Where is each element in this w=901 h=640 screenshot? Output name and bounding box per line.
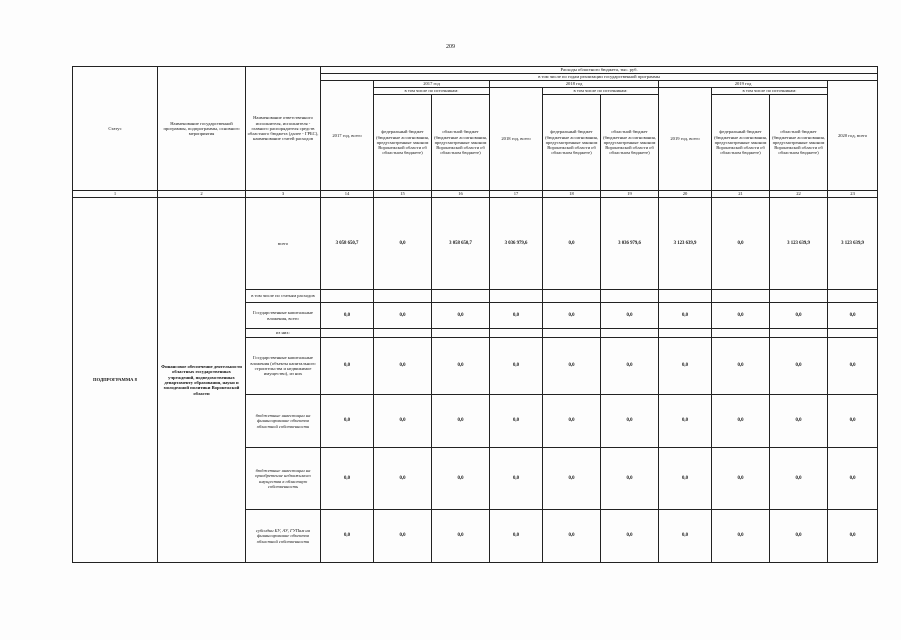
value-cell: 0,0 [543, 448, 601, 510]
value-cell: 0,0 [374, 198, 432, 290]
value-cell: 3 036 979,6 [601, 198, 659, 290]
value-cell: 0,0 [659, 448, 712, 510]
value-cell: 0,0 [601, 395, 659, 448]
row-label: из них: [246, 329, 321, 338]
value-cell: 3 123 639,9 [659, 198, 712, 290]
value-cell: 0,0 [712, 510, 770, 563]
value-cell: 0,0 [321, 303, 374, 329]
value-cell [712, 329, 770, 338]
value-cell: 0,0 [543, 395, 601, 448]
value-cell: 0,0 [321, 448, 374, 510]
header-year-2019: 2019 год [659, 81, 828, 88]
value-cell [712, 290, 770, 303]
header-federal-2018: федеральный бюджет (бюджетные ассигнования, предусмотренные законом Воронежской области об областном бюджете) [543, 95, 601, 191]
header-year-2018: 2018 год [490, 81, 659, 88]
value-cell: 0,0 [374, 448, 432, 510]
value-cell: 0,0 [770, 448, 828, 510]
value-cell: 0,0 [490, 303, 543, 329]
value-cell: 0,0 [490, 510, 543, 563]
value-cell: 0,0 [374, 303, 432, 329]
value-cell: 0,0 [321, 338, 374, 395]
column-number: 19 [601, 191, 659, 198]
header-program-name: Наименование государственной программы, подпрограммы, основного мероприятия [158, 67, 246, 191]
value-cell [601, 329, 659, 338]
value-cell: 0,0 [321, 395, 374, 448]
header-sources-2017: в том числе по источникам: [374, 88, 490, 95]
table-row [73, 198, 878, 290]
header-regional-2019: областной бюджет (бюджетные ассигнования, предусмотренные законом Воронежской области об областном бюджете) [770, 95, 828, 191]
row-label: в том числе по статьям расходов [246, 290, 321, 303]
value-cell [828, 329, 878, 338]
value-cell [321, 290, 374, 303]
header-by-years: в том числе по годам реализации государственной программы [321, 74, 878, 81]
subprogram-name: Финансовое обеспечение деятельности областных государственных учреждений, подведомственных департаменту образования, науки и молодежной политики Воронежской области [158, 198, 246, 563]
header-executor: Наименование ответственного исполнителя, исполнителя - главного распорядителя средств областного бюджета (далее - ГРБС), наименование статей расходов [246, 67, 321, 191]
value-cell: 0,0 [659, 395, 712, 448]
column-number: 17 [490, 191, 543, 198]
value-cell [374, 329, 432, 338]
value-cell: 0,0 [374, 395, 432, 448]
column-number: 22 [770, 191, 828, 198]
value-cell: 0,0 [828, 448, 878, 510]
value-cell: 0,0 [712, 448, 770, 510]
value-cell: 0,0 [828, 303, 878, 329]
value-cell: 0,0 [770, 510, 828, 563]
value-cell: 0,0 [659, 338, 712, 395]
value-cell: 0,0 [828, 395, 878, 448]
value-cell [321, 329, 374, 338]
column-number: 14 [321, 191, 374, 198]
value-cell: 0,0 [543, 303, 601, 329]
value-cell: 0,0 [543, 338, 601, 395]
value-cell [659, 329, 712, 338]
value-cell: 0,0 [432, 338, 490, 395]
value-cell: 0,0 [432, 448, 490, 510]
column-number: 23 [828, 191, 878, 198]
row-label: субсидии БУ, АУ, ГУПам на финансирование объектов областной собственности [246, 510, 321, 563]
header-year-2017: 2017 год [374, 81, 490, 88]
header-total-2020: 2020 год, всего [828, 81, 878, 191]
value-cell [659, 290, 712, 303]
value-cell: 0,0 [601, 338, 659, 395]
value-cell [374, 290, 432, 303]
value-cell: 3 058 650,7 [432, 198, 490, 290]
value-cell: 0,0 [601, 303, 659, 329]
budget-table [72, 66, 878, 563]
row-label: бюджетные инвестиции на финансирование объектов областной собственности [246, 395, 321, 448]
header-sources-2018: в том числе по источникам: [543, 88, 659, 95]
value-cell: 3 123 639,9 [828, 198, 878, 290]
row-label: бюджетные инвестиции на приобретение недвижимого имущества в областную собственность [246, 448, 321, 510]
value-cell: 0,0 [712, 395, 770, 448]
column-number: 3 [246, 191, 321, 198]
value-cell [432, 290, 490, 303]
header-expenses: Расходы областного бюджета, тыс. руб. [321, 67, 878, 74]
subprogram-status: ПОДПРОГРАММА 8 [73, 198, 158, 563]
row-label: всего [246, 198, 321, 290]
header-total-2018: 2018 год, всего [490, 88, 543, 191]
value-cell: 0,0 [432, 510, 490, 563]
value-cell: 0,0 [490, 448, 543, 510]
value-cell: 0,0 [828, 510, 878, 563]
header-sources-2019: в том числе по источникам: [712, 88, 828, 95]
value-cell [432, 329, 490, 338]
value-cell: 0,0 [712, 198, 770, 290]
row-label: Государственные капитальные вложения (объекты капитального строительства и недвижимое имущество), из них [246, 338, 321, 395]
value-cell [770, 290, 828, 303]
column-number: 2 [158, 191, 246, 198]
header-status: Статус [73, 67, 158, 191]
value-cell: 0,0 [770, 338, 828, 395]
value-cell: 0,0 [659, 510, 712, 563]
value-cell: 0,0 [374, 510, 432, 563]
header-regional-2017: областной бюджет (бюджетные ассигнования, предусмотренные законом Воронежской области об областном бюджете) [432, 95, 490, 191]
page-number: 209 [446, 44, 455, 50]
value-cell: 0,0 [543, 198, 601, 290]
column-number: 15 [374, 191, 432, 198]
value-cell: 0,0 [828, 338, 878, 395]
value-cell: 0,0 [770, 303, 828, 329]
column-number: 1 [73, 191, 158, 198]
header-regional-2018: областной бюджет (бюджетные ассигнования, предусмотренные законом Воронежской области об областном бюджете) [601, 95, 659, 191]
value-cell: 0,0 [601, 448, 659, 510]
value-cell [828, 290, 878, 303]
value-cell [601, 290, 659, 303]
value-cell: 3 123 639,9 [770, 198, 828, 290]
value-cell: 0,0 [712, 303, 770, 329]
value-cell: 3 058 650,7 [321, 198, 374, 290]
column-number-row [73, 191, 878, 198]
column-number: 21 [712, 191, 770, 198]
header-row-1 [73, 67, 878, 74]
value-cell: 0,0 [321, 510, 374, 563]
header-federal-2019: федеральный бюджет (бюджетные ассигнования, предусмотренные законом Воронежской области об областном бюджете) [712, 95, 770, 191]
value-cell: 0,0 [712, 338, 770, 395]
value-cell: 3 036 979,6 [490, 198, 543, 290]
column-number: 20 [659, 191, 712, 198]
value-cell: 0,0 [490, 338, 543, 395]
value-cell [490, 290, 543, 303]
header-total-2019: 2019 год, всего [659, 88, 712, 191]
value-cell: 0,0 [601, 510, 659, 563]
column-number: 18 [543, 191, 601, 198]
value-cell [543, 329, 601, 338]
value-cell [543, 290, 601, 303]
value-cell: 0,0 [490, 395, 543, 448]
value-cell: 0,0 [770, 395, 828, 448]
value-cell: 0,0 [374, 338, 432, 395]
value-cell: 0,0 [432, 303, 490, 329]
column-number: 16 [432, 191, 490, 198]
row-label: Государственные капитальные вложения, всего [246, 303, 321, 329]
value-cell: 0,0 [543, 510, 601, 563]
value-cell: 0,0 [659, 303, 712, 329]
value-cell: 0,0 [432, 395, 490, 448]
value-cell [490, 329, 543, 338]
value-cell [770, 329, 828, 338]
header-federal-2017: федеральный бюджет (бюджетные ассигнования, предусмотренные законом Воронежской области об областном бюджете) [374, 95, 432, 191]
header-total-2017: 2017 год, всего [321, 81, 374, 191]
